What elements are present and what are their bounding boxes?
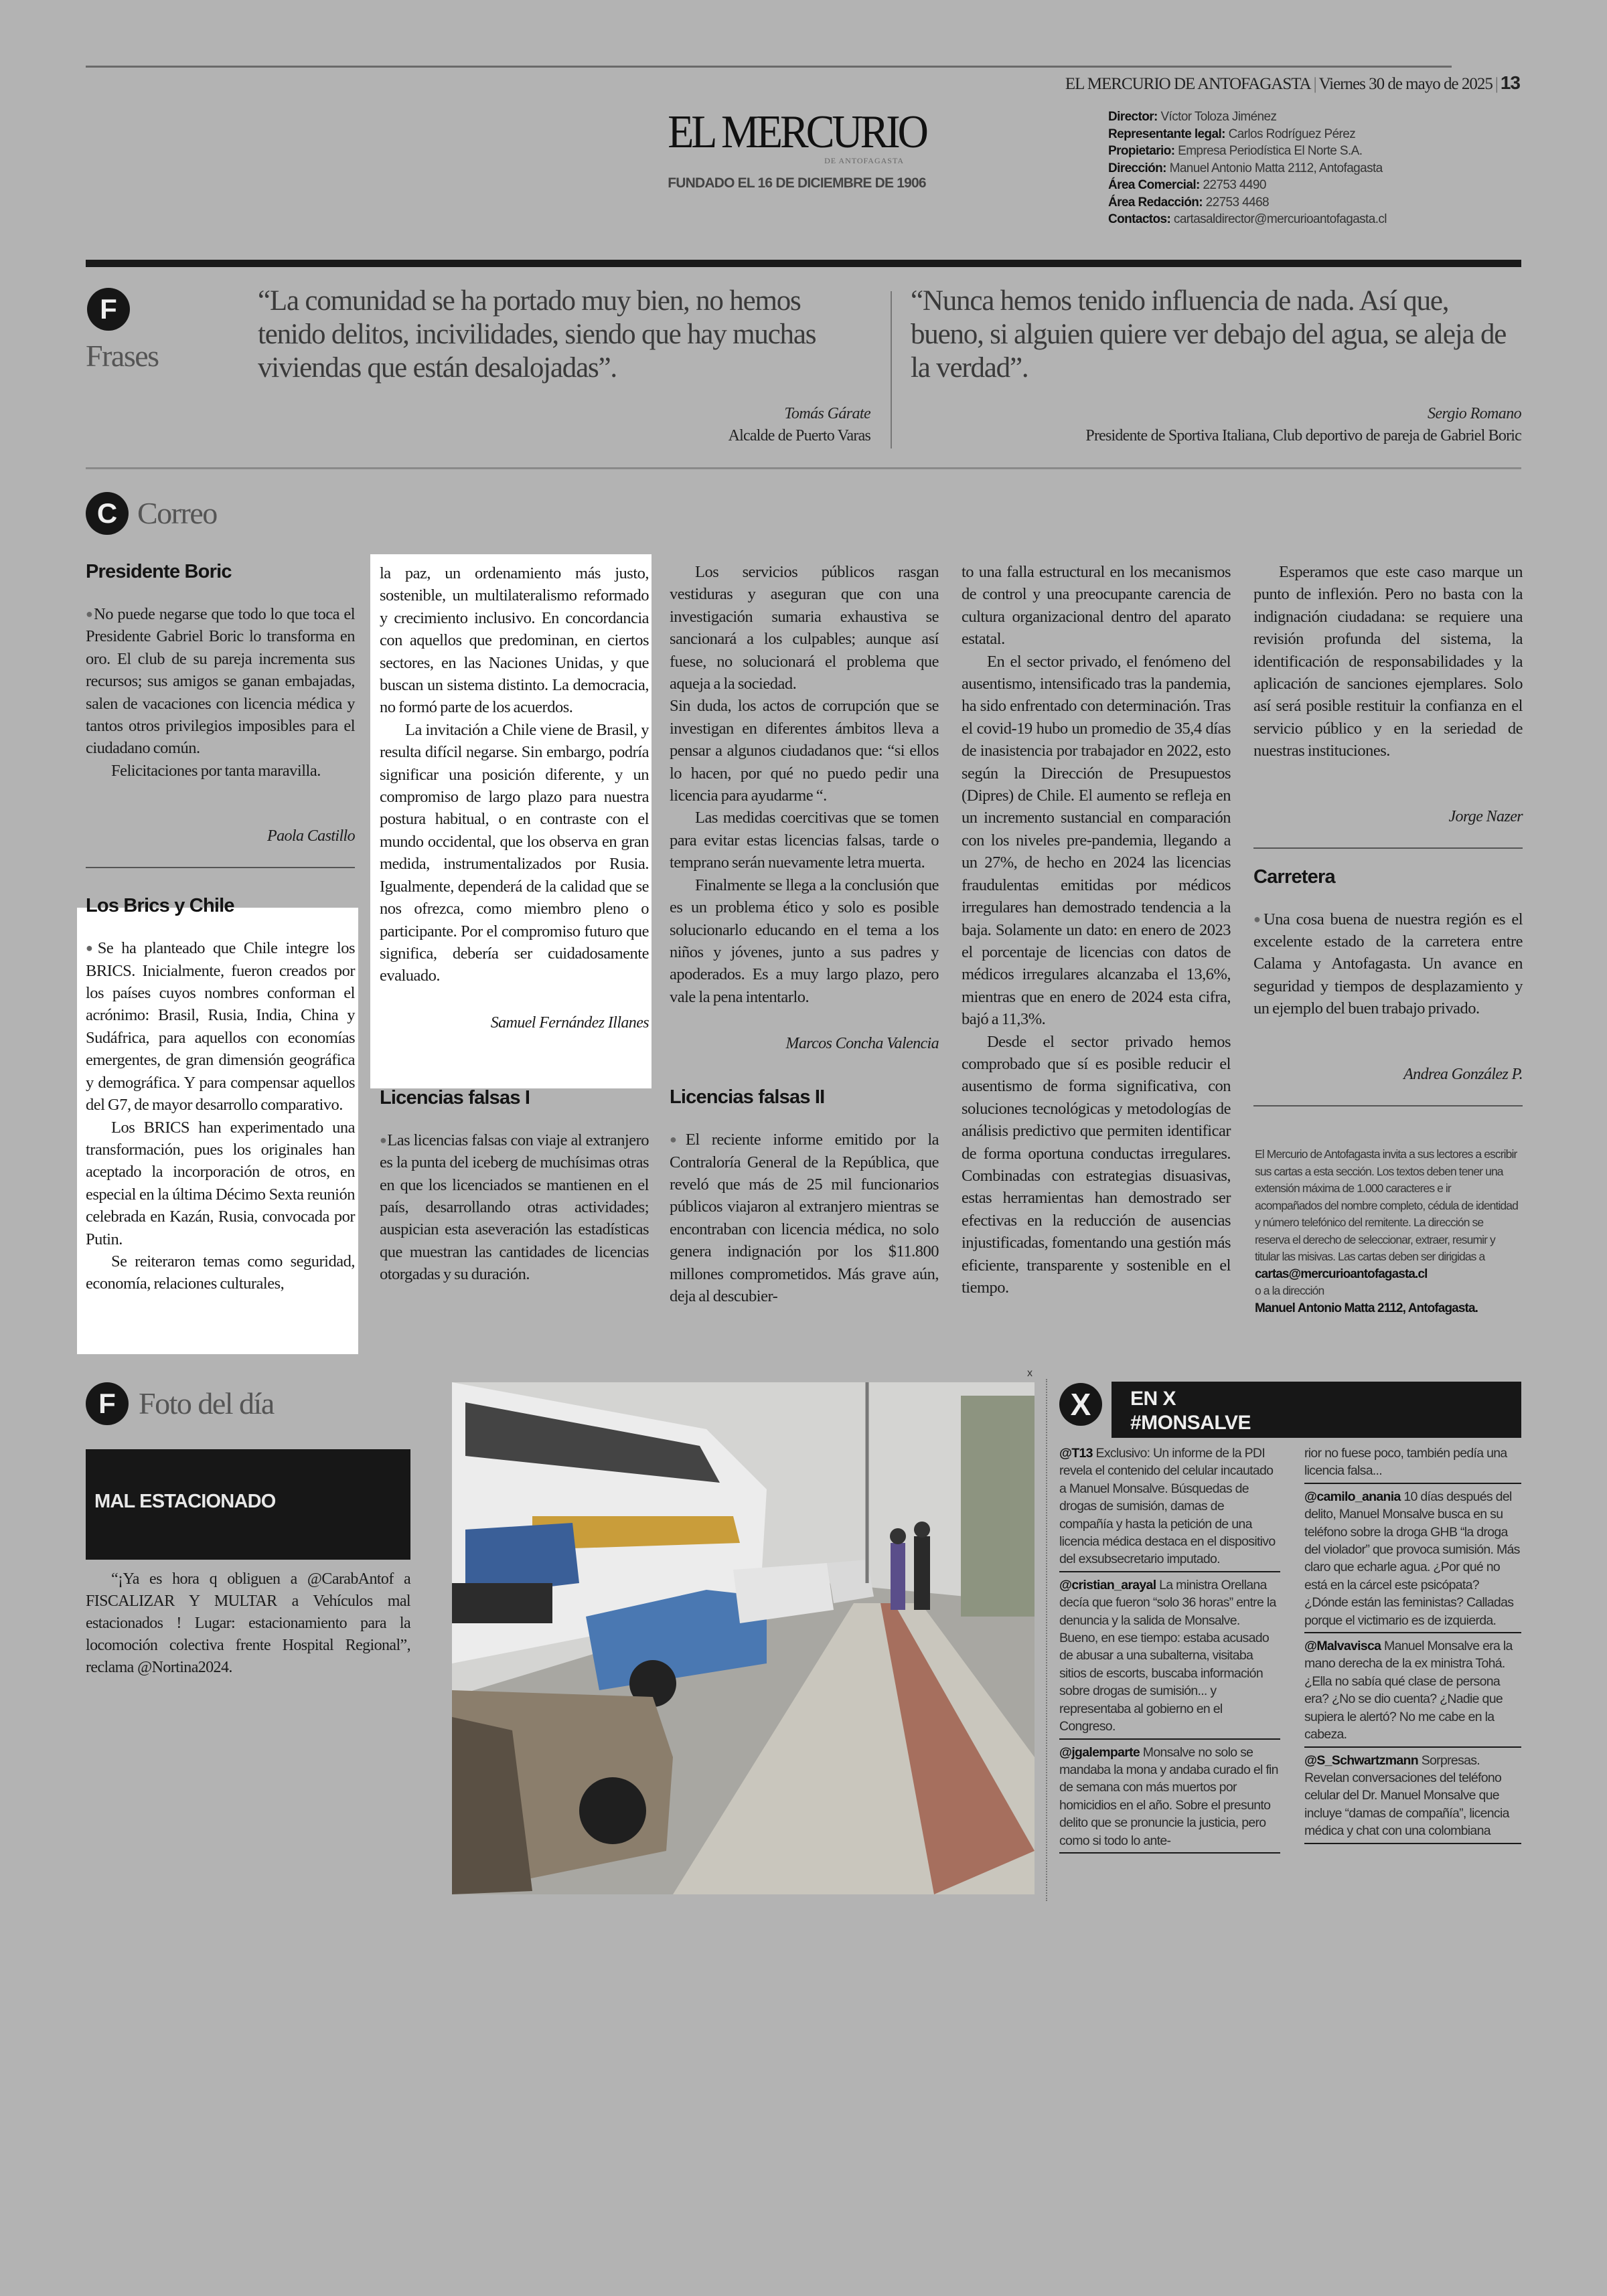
photo-caption: [86, 1568, 410, 1679]
masthead-line: EL MERCURIO DE ANTOFAGASTA | Viernes 30 de mayo de 2025 | 13: [1065, 72, 1520, 93]
photo-parked-vehicles: [452, 1382, 1035, 1894]
logo-name: EL MERCURIO: [668, 105, 926, 158]
letter-paragraph: Los BRICS han experimentado una transformación, pues los originales han aceptado la incorporación de otros, en especial en la última Décimo Sexta reunión celebrada en Kazán, Rusia, convocada por Putin.: [86, 1118, 355, 1248]
staff-value: Víctor Toloza Jiménez: [1160, 110, 1277, 124]
photo-title-box: [86, 1449, 410, 1560]
photo-mark: x: [1027, 1368, 1032, 1379]
quote-role: Presidente de Sportiva Italiana, Club deportivo de pareja de Gabriel Boric: [1085, 427, 1521, 444]
letter-title: Licencias falsas II: [670, 1086, 825, 1109]
staff-row: [1108, 194, 1387, 212]
staff-value: 22753 4468: [1205, 195, 1270, 210]
frases-bottom-rule: [86, 467, 1521, 469]
tweet: [1304, 1633, 1521, 1747]
newspaper-logo: [663, 105, 931, 191]
tweet-text: Sorpresas. Revelan conversaciones del teléfono celular del Dr. Manuel Monsalve que incluye “damas de compañía”, licencia médica y chat con una colombiana: [1304, 1752, 1509, 1839]
quote-author: Sergio Romano: [1428, 405, 1521, 422]
letter-divider: [1253, 847, 1523, 849]
founded-date: FUNDADO EL 16 DE DICIEMBRE DE 1906: [668, 175, 926, 191]
staff-value: Empresa Periodística El Norte S.A.: [1178, 144, 1363, 158]
letter-paragraph: En el sector privado, el fenómeno del ausentismo, intensificado tras la pandemia, ha sido enfrentado con determinación. Tras el covid-19 hubo un promedio de 35,4 días de inasistencia por trabajador en 2022, esto según la Dirección de Presupuestos (Dipres) de Chile. El aumento se refleja en un incremento sustancial en comparación con los niveles pre-pandemia, llegando a un 27%, de hecho en 2024 las licencias fraudulentas emitidas por médicos irregulares han demostrado tendencia a la baja. Solamente un dato: en enero de 2023 el porcentaje de licencias con datos de médicos irregulares alcanzaba el 13,6%, mientras que en enero de 2024 esta cifra, bajó a 11,3%.: [962, 652, 1231, 1029]
staff-row: [1108, 211, 1387, 228]
letters-disclaimer: [1255, 1146, 1520, 1317]
staff-row: [1108, 160, 1387, 177]
letters-column: [670, 561, 939, 1307]
letters-column: [86, 561, 355, 1295]
staff-value: Carlos Rodríguez Pérez: [1228, 127, 1356, 141]
staff-row: [1108, 143, 1387, 160]
quote-2: [911, 284, 1521, 452]
disclaimer-or: o a la dirección: [1255, 1284, 1324, 1297]
letter-paragraph: ● No puede negarse que todo lo que toca el Presidente Gabriel Boric lo transforma en oro. El club de su pareja incrementa sus recursos; sus amigos se ganan embajadas, salen de vacaciones con licencia médica y tantos otros privilegios imposibles para el ciudadano común.: [86, 603, 355, 760]
tweet: [1304, 1484, 1521, 1633]
x-logo-icon: X: [1059, 1383, 1102, 1426]
staff-row: [1108, 126, 1387, 143]
tweet-handle[interactable]: @Malvavisca: [1304, 1639, 1381, 1654]
paper-name: EL MERCURIO DE ANTOFAGASTA: [1065, 75, 1311, 93]
staff-label: Área Redacción:: [1108, 195, 1203, 210]
letter-paragraph: ● Una cosa buena de nuestra región es el excelente estado de la carretera entre Calama y Antofagasta. Un avance en seguridad y tiempos de desplazamiento y un ejemplo del buen trabajo privado.: [1253, 908, 1523, 1020]
letters-email[interactable]: cartas@mercurioantofagasta.cl: [1255, 1266, 1428, 1281]
staff-row: [1108, 177, 1387, 194]
tweet: [1059, 1441, 1280, 1572]
quote-text: “Nunca hemos tenido influencia de nada. Así que, bueno, si alguien quiere ver debajo del agua, se aleja de la verdad”.: [911, 285, 1507, 384]
staff-value: Manuel Antonio Matta 2112, Antofagasta: [1169, 161, 1383, 175]
tweet-handle[interactable]: @jgalemparte: [1059, 1744, 1140, 1760]
street-photo-image: [452, 1382, 1035, 1894]
letters-column: [380, 562, 649, 1286]
frases-icon: F: [87, 288, 130, 331]
tweets-column: [1304, 1441, 1521, 1844]
staff-value: cartasaldirector@mercurioantofagasta.cl: [1173, 212, 1387, 226]
staff-label: Contactos:: [1108, 212, 1171, 226]
correo-icon: C: [86, 492, 129, 535]
letter-paragraph: La invitación a Chile viene de Brasil, y resulta difícil negarse. Sin embargo, podría significar una posición diferente, y un compromiso de largo plazo para nuestra postura habitual, o en contraste con el mundo occidental, que los observa en gran medida, instrumentalizados por Rusia. Igualmente, dependerá de la calidad que se nos ofrezca, como miembro pleno o participante. Por el compromiso futuro que significa, debería ser cuidadosamente evaluado.: [380, 720, 649, 985]
enx-hashtag: #MONSALVE: [1130, 1412, 1251, 1434]
caption-text: “¡Ya es hora q obliguen a @CarabAntof a FISCALIZAR Y MULTAR a Vehículos mal estacionados ! Lugar: estacionamiento para la locomoción colectiva frente Hospital Regional”, reclama @Nortina2024.: [86, 1570, 410, 1676]
letter-paragraph: to una falla estructural en los mecanismos de control y una preocupante carencia de cultura organizacional dentro del aparato estatal.: [962, 563, 1231, 649]
enx-divider: [1046, 1379, 1047, 1901]
tweet-text: rior no fuese poco, también pedía una licencia falsa...: [1304, 1446, 1507, 1479]
letter-signature: Jorge Nazer: [1448, 807, 1523, 825]
letter-signature: Samuel Fernández Illanes: [490, 1013, 649, 1032]
page-number: 13: [1500, 72, 1520, 93]
letter-paragraph: Los servicios públicos rasgan vestiduras y aseguran que con una investigación sumaria exhaustiva se sancionará a los culpables; aunque así fuese, no solucionará el problema que aqueja a la sociedad.: [670, 563, 939, 693]
tweet-text: Manuel Monsalve era la mano derecha de la ex ministra Tohá. ¿Ella no sabía qué clase de persona era? ¿No se dio cuenta? ¿Nadie que supiera le alertó? No me cabe en la cabeza.: [1304, 1639, 1513, 1742]
letter-divider: [1253, 1105, 1523, 1106]
letters-address: Manuel Antonio Matta 2112, Antofagasta.: [1255, 1301, 1478, 1315]
tweets-column: [1059, 1441, 1280, 1854]
staff-label: Representante legal:: [1108, 127, 1225, 141]
letter-paragraph: Desde el sector privado hemos comprobado que sí es posible reducir el ausentismo de forma significativa, con soluciones tecnológicas y metodologías de análisis predictivo que permiten identificar de forma oportuna conductas irregulares. Combinadas con estrategias disuasivas, estas herramientas han demostrado ser efectivas en la reducción de ausencias injustificadas, fomentando una gestión más eficiente, transparente y sostenible en el tiempo.: [962, 1032, 1231, 1297]
foto-icon: F: [86, 1382, 129, 1425]
tweet: [1059, 1572, 1280, 1740]
letter-paragraph: Esperamos que este caso marque un punto de inflexión. Pero no basta con la indignación ciudadana: se requiere una revisión profunda del sistema, la identificación de responsabilidades y la aplicación de sanciones ejemplares. Solo así será posible restituir la confianza en el servicio público y en la seriedad de nuestras instituciones.: [1253, 563, 1523, 760]
tweet: [1059, 1740, 1280, 1854]
box-gap: [380, 1032, 649, 1087]
letter-divider: [86, 867, 355, 868]
tweet-text: 10 días después del delito, Manuel Monsalve busca en su teléfono sobre la droga GHB “la droga del violador” que provoca sumisión. Más claro que echarle agua. ¿Por qué no está en la cárcel este psicópata? ¿Dónde están las feministas? Calladas porque el victimario es de izquierda.: [1304, 1489, 1520, 1628]
quote-text: “La comunidad se ha portado muy bien, no hemos tenido delitos, incivilidades, siendo que hay muchas viviendas que están desalojadas”.: [258, 285, 816, 384]
box-gap: [86, 886, 355, 895]
letter-signature: Andrea González P.: [1403, 1065, 1523, 1083]
foto-label: Foto del día: [139, 1386, 274, 1420]
photo-title: MAL ESTACIONADO: [94, 1491, 276, 1512]
tweet-text: La ministra Orellana decía que fueron “solo 36 horas” entre la denuncia y la salida de Monsalve. Bueno, en ese tiempo: estaba acusado de abusar a una subalterna, visitaba sitios de escorts, buscaba información sobre drogas de sumisión... y representaba al gobierno en el Congreso.: [1059, 1577, 1276, 1734]
top-rule: [86, 66, 1452, 68]
letter-paragraph: ● Se ha planteado que Chile integre los BRICS. Inicialmente, fueron creados por los países cuyos nombres conforman el acrónimo: Brasil, Rusia, India, China y Sudáfrica, para aquellos con economías emergentes, de gran dimensión geográfica y demográfica. Y para compensar aquellos del G7, de mayor desarrollo comparativo.: [86, 937, 355, 1116]
staff-label: Propietario:: [1108, 144, 1175, 158]
header-rule: [86, 260, 1521, 267]
letter-paragraph: la paz, un ordenamiento más justo, sostenible, un multilateralismo reformado y crecimiento inclusivo. En concordancia con aquellos que predominan, en ciertos sectores, en las Naciones Unidas, y que buscan un sistema distinto. La democracia, no formó parte de los acuerdos.: [380, 564, 649, 717]
issue-date: Viernes 30 de mayo de 2025: [1318, 75, 1493, 93]
logo-subtitle: DE ANTOFAGASTA: [824, 156, 904, 165]
letter-title: Carretera: [1253, 866, 1335, 888]
column-gap: [670, 1053, 939, 1086]
letter-paragraph: ● El reciente informe emitido por la Contraloría General de la República, que reveló que más de 25 mil funcionarios públicos viajaron al extranjero mientras se encontraban con licencia médica, no solo genera indignación por los $11.800 millones comprometidos. Más grave aún, deja al descubier-: [670, 1129, 939, 1307]
letter-title: Los Brics y Chile: [86, 895, 234, 917]
letter-paragraph: Las medidas coercitivas que se tomen para evitar estas licencias falsas, tarde o temprano serán nuevamente letra muerta.: [670, 809, 939, 872]
tweet-handle[interactable]: @camilo_anania: [1304, 1489, 1401, 1504]
tweet-text: Monsalve no solo se mandaba la mona y andaba curado el fin de semana con más muertos por homicidios en el año. Sobre el presunto delito que se pronuncie la justicia, pero como si todo lo ante-: [1059, 1744, 1278, 1848]
enx-title-bar: [1112, 1382, 1521, 1438]
letters-column: [962, 561, 1231, 1299]
disclaimer-text: El Mercurio de Antofagasta invita a sus lectores a escribir sus cartas a esta sección. Los textos deben tener una extensión máxima de 1.000 caracteres e ir acompañados del nombre completo, cédula de identidad y número telefónico del remitente. La dirección se reserva el derecho de seleccionar, extraer, resumir y titular las misivas. Las cartas deben ser dirigidas a: [1255, 1147, 1518, 1263]
correo-label: Correo: [137, 496, 217, 530]
tweet: [1304, 1748, 1521, 1844]
quote-role: Alcalde de Puerto Varas: [728, 427, 870, 444]
frases-label: Frases: [86, 339, 159, 373]
letter-paragraph: ● Las licencias falsas con viaje al extranjero es la punta del iceberg de muchísimas otras en que los licenciados se mantienen en el país, desarrollando otras actividades; auspician esta aseveración las estadísticas que muestran las cantidades de licencias otorgadas y su duración.: [380, 1129, 649, 1286]
letter-paragraph: Felicitaciones por tanta maravilla.: [111, 761, 321, 780]
letter-title: Presidente Boric: [86, 561, 232, 582]
letter-paragraph: Se reiteraron temas como seguridad, economía, relaciones culturales,: [86, 1252, 355, 1293]
quote-1: [258, 284, 870, 452]
staff-label: Dirección:: [1108, 161, 1166, 175]
letter-paragraph: Finalmente se llega a la conclusión que es un problema ético y solo es posible solucionarlo educando en el tema a los niños y jóvenes, junto a sus padres y apoderados. Es a muy largo plazo, pero vale la pena intentarlo.: [670, 876, 939, 1006]
frases-divider: [891, 291, 892, 448]
quote-author: Tomás Gárate: [784, 405, 870, 422]
tweet: [1304, 1441, 1521, 1484]
letter-paragraph: Sin duda, los actos de corrupción que se investigan en diferentes ámbitos lleva a pensar a algunos ciudadanos que: “si ellos lo hacen, por qué no puedo pedir una licencia para ayudarme “.: [670, 697, 939, 805]
letter-signature: Marcos Concha Valencia: [785, 1035, 939, 1053]
staff-value: 22753 4490: [1203, 178, 1266, 192]
tweet-handle[interactable]: @S_Schwartzmann: [1304, 1752, 1418, 1768]
enx-title-line1: EN X: [1130, 1388, 1176, 1410]
tweet-text: Exclusivo: Un informe de la PDI revela el contenido del celular incautado a Manuel Monsalve. Búsquedas de drogas de sumisión, damas de compañía y hasta la petición de una licencia médica destaca en el dispositivo del exsubsecretario imputado.: [1059, 1446, 1276, 1567]
letter-title: Licencias falsas I: [380, 1086, 530, 1109]
staff-label: Área Comercial:: [1108, 178, 1200, 192]
tweet-handle[interactable]: @T13: [1059, 1446, 1093, 1461]
staff-label: Director:: [1108, 110, 1158, 124]
letters-column: [1253, 561, 1523, 1124]
tweet-handle[interactable]: @cristian_arayal: [1059, 1577, 1156, 1592]
staff-row: [1108, 108, 1387, 126]
letter-signature: Paola Castillo: [267, 827, 355, 845]
staff-box: [1108, 108, 1387, 228]
